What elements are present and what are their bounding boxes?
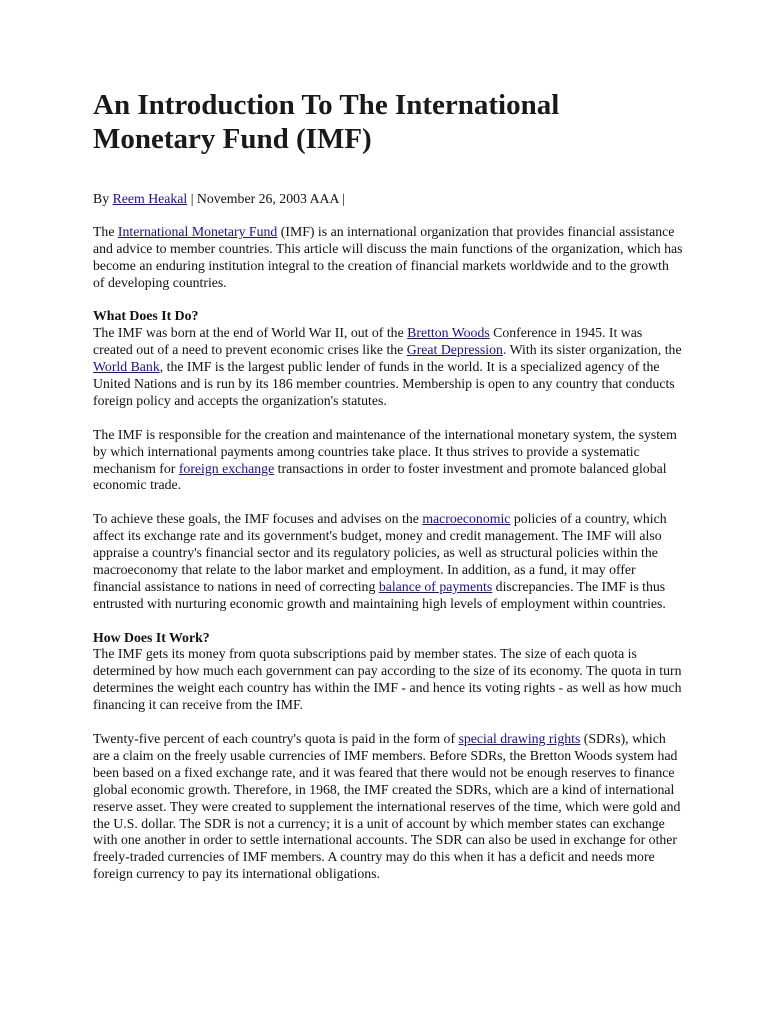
p3-text-2: transactions in order to foster investment and promote balanced global economic trade. <box>93 460 667 493</box>
world-bank-link[interactable]: World Bank <box>93 359 160 375</box>
p3-text-1: The IMF is responsible for the creation and maintenance of the international monetary system, the system by which international payments among countries take place. It thus strives to provide a systematic mechanism for <box>93 426 677 476</box>
sdr-paragraph <box>93 731 683 883</box>
macroeconomic-link[interactable]: macroeconomic <box>422 511 511 527</box>
byline-date: | November 26, 2003 AAA | <box>187 191 345 206</box>
article <box>93 88 683 883</box>
bretton-woods-link[interactable]: Bretton Woods <box>407 325 490 341</box>
goals-paragraph <box>93 511 683 612</box>
section1-text-3: . With its sister organization, the <box>502 342 682 358</box>
spacer <box>93 292 683 309</box>
article-title <box>93 88 683 156</box>
section1-text-1: The IMF was born at the end of World War II, out of the <box>93 325 408 341</box>
p4-text-1: To achieve these goals, the IMF focuses and advises on the <box>93 511 423 527</box>
title-line-2: Monetary Fund (IMF) <box>93 123 372 155</box>
what-does-it-do-paragraph <box>93 308 683 409</box>
title-line-1: An Introduction To The International <box>93 89 560 121</box>
special-drawing-rights-link[interactable]: special drawing rights <box>458 731 581 746</box>
spacer <box>93 207 683 224</box>
intro-text-2: (IMF) is an international organization that provides financial assistance and advice to member countries. This article will discuss the main functions of the organization, which has become an enduring institution integral to the creation of financial markets worldwide and to the growth of developing countries. <box>93 223 683 290</box>
intro-paragraph <box>93 224 683 292</box>
p6-text-1: Twenty-five percent of each country's quota is paid in the form of <box>93 731 459 746</box>
section2-text-1: The IMF gets its money from quota subscriptions paid by member states. The size of each quota is determined by how much each government can pay according to the size of its economy. The quota in turn determines the weight each country has within the IMF - and hence its voting rights - as well as how much financing it can receive from the IMF. <box>93 646 682 713</box>
balance-of-payments-link[interactable]: balance of payments <box>378 578 493 594</box>
section-heading-how-does-it-work: How Does It Work? <box>93 629 210 645</box>
foreign-exchange-link[interactable]: foreign exchange <box>178 460 275 476</box>
great-depression-link[interactable]: Great Depression <box>406 342 503 358</box>
intro-text-1: The <box>93 223 118 239</box>
spacer <box>93 714 683 731</box>
spacer <box>93 410 683 427</box>
byline-prefix: By <box>93 191 113 206</box>
imf-link[interactable]: International Monetary Fund <box>117 223 278 239</box>
spacer <box>93 613 683 630</box>
byline <box>93 190 683 207</box>
spacer <box>93 494 683 511</box>
section1-text-2: Conference in 1945. It was created out of a need to prevent economic crises like the <box>93 325 643 358</box>
section-heading-what-does-it-do: What Does It Do? <box>93 308 199 324</box>
p4-text-3: discrepancies. The IMF is thus entrusted with nurturing economic growth and maintaining high levels of employment within countries. <box>93 578 666 611</box>
p4-text-2: policies of a country, which affect its exchange rate and its government's budget, money and credit management. The IMF will also appraise a country's financial sector and its regulatory policies, as well as structural policies within the macroeconomy that relate to the labor market and employment. In addition, as a fund, it may offer financial assistance to nations in need of correcting <box>93 511 667 594</box>
section1-text-4: , the IMF is the largest public lender of funds in the world. It is a specialized agency of the United Nations and is run by its 186 member countries. Membership is open to any country that conducts foreign policy and accepts the organization's statutes. <box>93 359 675 408</box>
how-does-it-work-paragraph <box>93 630 683 715</box>
author-link[interactable]: Reem Heakal <box>112 191 188 206</box>
monetary-system-paragraph <box>93 427 683 495</box>
p6-text-2: (SDRs), which are a claim on the freely usable currencies of IMF members. Before SDRs, the Bretton Woods system had been based on a fixed exchange rate, and it was feared that there would not be enough reserves to finance global economic growth. Therefore, in 1968, the IMF created the SDRs, which are a kind of international reserve asset. They were created to supplement the international reserves of the time, which were gold and the U.S. dollar. The SDR is not a currency; it is a unit of account by which member states can exchange with one another in order to settle international accounts. The SDR can also be used in exchange for other freely-traded currencies of IMF members. A country may do this when it has a deficit and needs more foreign currency to pay its international obligations. <box>93 731 681 882</box>
